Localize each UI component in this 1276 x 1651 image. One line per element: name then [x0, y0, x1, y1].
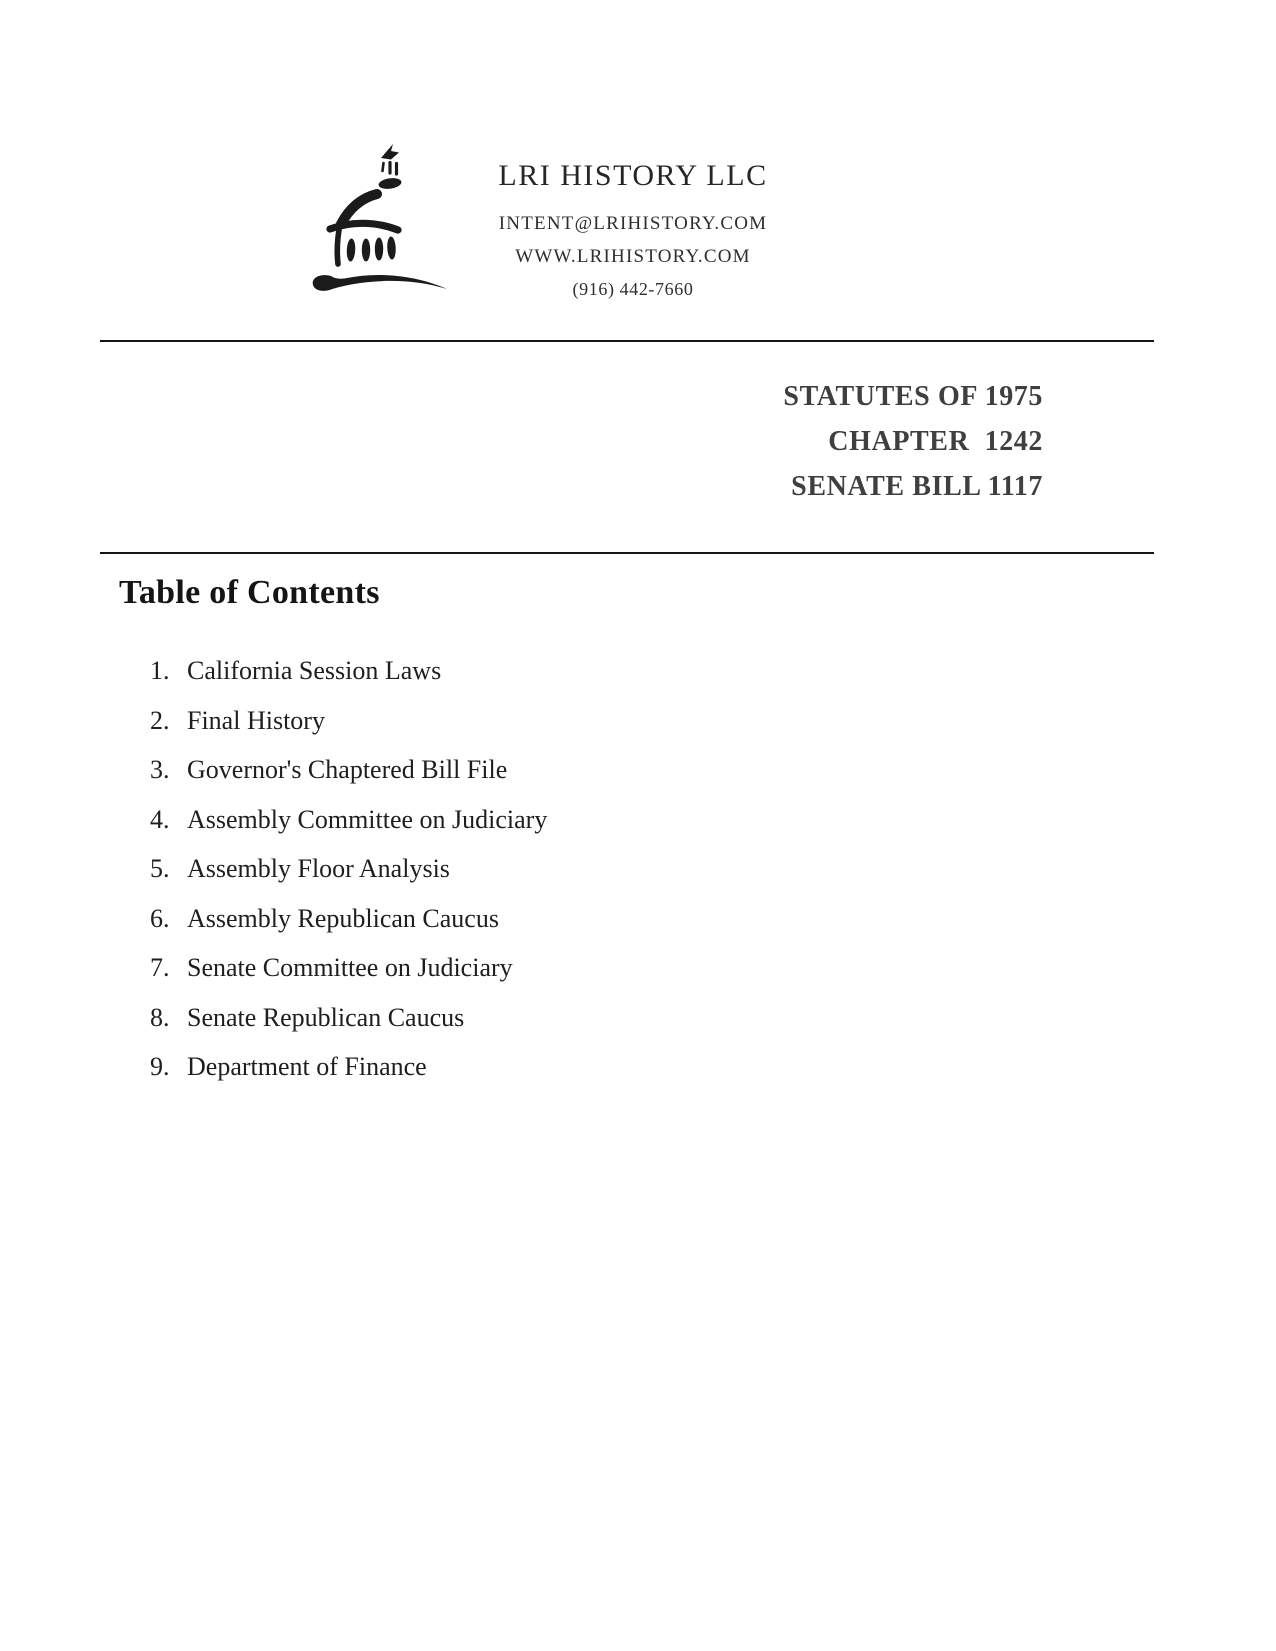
toc-list: [150, 656, 547, 1102]
toc-item-label: Governor's Chaptered Bill File: [187, 755, 508, 784]
toc-item-2: [150, 706, 547, 756]
senate-bill-line: SENATE BILL 1117: [791, 471, 1043, 502]
toc-item-label: Senate Committee on Judiciary: [187, 953, 513, 982]
toc-item-label: California Session Laws: [187, 656, 442, 685]
toc-item-label: Department of Finance: [187, 1052, 427, 1081]
company-logo: [295, 139, 455, 295]
toc-item-number: 1.: [150, 656, 170, 685]
toc-item-number: 3.: [150, 755, 170, 784]
toc-item-number: 6.: [150, 903, 170, 933]
toc-item-5: [150, 854, 547, 904]
toc-item-label: Final History: [187, 705, 325, 735]
horizontal-rule-top: [100, 340, 1154, 342]
toc-item-9: [150, 1052, 547, 1102]
capitol-dome-icon: [295, 139, 455, 295]
toc-item-8: [150, 1003, 547, 1053]
toc-item-number: 8.: [150, 1002, 170, 1032]
org-phone: (916) 442-7660: [572, 279, 694, 299]
toc-item-1: [150, 656, 547, 706]
toc-item-number: 7.: [150, 953, 170, 982]
toc-item-7: [150, 953, 547, 1003]
org-email: INTENT@LRIHISTORY.COM: [498, 213, 768, 234]
toc-item-number: 4.: [150, 804, 170, 834]
bill-reference-block: [783, 374, 1043, 509]
toc-item-label: Senate Republican Caucus: [187, 1002, 465, 1032]
chapter-line: CHAPTER 1242: [828, 426, 1043, 457]
org-website: WWW.LRIHISTORY.COM: [515, 246, 751, 267]
org-name: LRI HISTORY LLC: [498, 159, 768, 192]
toc-item-number: 2.: [150, 705, 170, 735]
toc-heading: Table of Contents: [119, 574, 380, 611]
toc-item-label: Assembly Floor Analysis: [187, 854, 450, 883]
toc-item-3: [150, 755, 547, 805]
letterhead: [433, 156, 833, 306]
toc-item-6: [150, 904, 547, 954]
toc-item-label: Assembly Committee on Judiciary: [187, 804, 548, 834]
toc-item-4: [150, 805, 547, 855]
toc-item-number: 5.: [150, 854, 170, 883]
horizontal-rule-bottom: [100, 552, 1154, 554]
statutes-line: STATUTES OF 1975: [783, 381, 1043, 412]
toc-item-number: 9.: [150, 1052, 170, 1081]
toc-item-label: Assembly Republican Caucus: [187, 903, 499, 933]
